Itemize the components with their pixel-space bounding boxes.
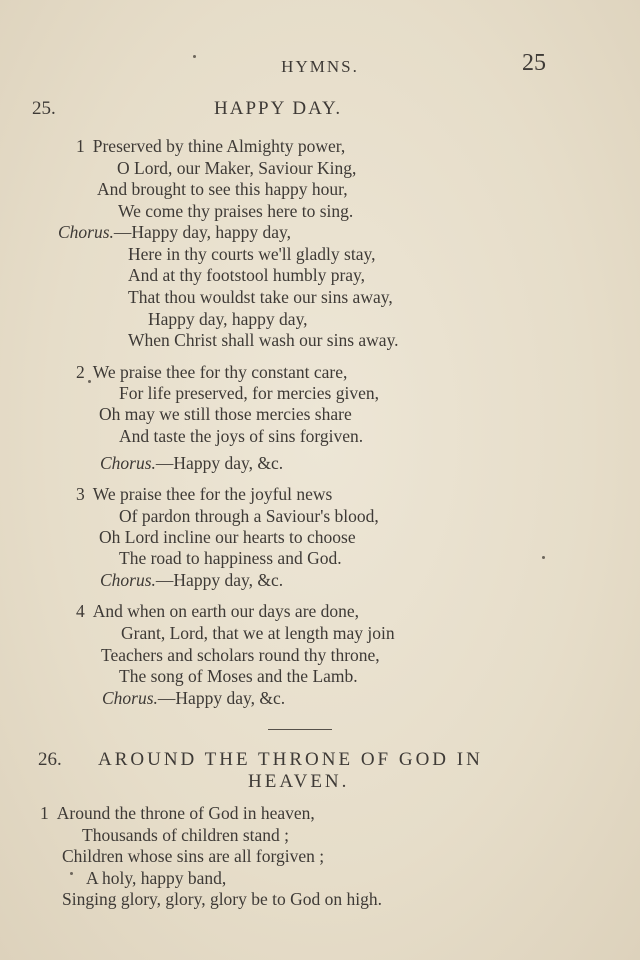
chorus-line: When Christ shall wash our sins away. [128,330,399,350]
verse-line: Oh may we still those mercies share [99,404,352,424]
verse-line: And taste the joys of sins forgiven. [119,426,364,446]
verse-line: Of pardon through a Saviour's blood, [119,506,379,526]
verse-line: Thousands of children stand ; [82,825,290,845]
verse-number: 4 [76,601,85,621]
running-header: HYMNS. [281,57,359,76]
chorus-line: Happy day, happy day, [148,309,308,329]
chorus-line: Chorus.—Happy day, &c. [100,570,284,590]
page-number: 25 [522,50,546,76]
verse-line: And brought to see this happy hour, [97,179,348,199]
verse-line: A holy, happy band, [86,868,227,888]
chorus-label: Chorus. [100,570,156,590]
ink-speck [193,55,196,58]
chorus-line: That thou wouldst take our sins away, [128,287,393,307]
verse-number: 1 [76,136,85,156]
verse-line: Singing glory, glory, glory be to God on high. [62,889,383,909]
verse-line: Grant, Lord, that we at length may join [121,623,395,643]
hymn-title: AROUND THE THRONE OF GOD IN [98,749,483,770]
hymn-number: 25. [32,98,56,119]
chorus-line: Here in thy courts we'll gladly stay, [128,244,376,264]
verse-line: Teachers and scholars round thy throne, [101,645,380,665]
verse-number: 2 [76,362,85,382]
chorus-label: Chorus. [58,222,114,242]
chorus-line: Chorus.—Happy day, &c. [102,688,286,708]
verse-line: 1 Around the throne of God in heaven, [40,803,315,823]
verse-line: 1 Preserved by thine Almighty power, [76,136,346,156]
ink-speck [542,556,545,559]
verse-line: O Lord, our Maker, Saviour King, [117,158,357,178]
verse-line: 4 And when on earth our days are done, [76,601,360,621]
hymn-number: 26. [38,749,62,770]
verse-number: 1 [40,803,49,823]
verse-line: For life preserved, for mercies given, [119,383,379,403]
verse-line: The song of Moses and the Lamb. [119,666,358,686]
verse-line: 2 We praise thee for thy constant care, [76,362,348,382]
chorus-line: Chorus.—Happy day, &c. [100,453,284,473]
verse-line: The road to happiness and God. [119,548,342,568]
verse-line: Oh Lord incline our hearts to choose [99,527,356,547]
ink-speck [70,872,73,875]
verse-line: 3 We praise thee for the joyful news [76,484,333,504]
hymn-title: HAPPY DAY. [214,98,343,119]
chorus-label: Chorus. [102,688,158,708]
hymn-title-continued: HEAVEN. [248,771,350,792]
verse-line: Children whose sins are all forgiven ; [62,846,325,866]
chorus-line: Chorus.—Happy day, happy day, [58,222,291,242]
chorus-label: Chorus. [100,453,156,473]
section-divider [268,729,332,730]
chorus-line: And at thy footstool humbly pray, [128,265,366,285]
ink-speck [88,380,91,383]
verse-number: 3 [76,484,85,504]
verse-line: We come thy praises here to sing. [118,201,354,221]
